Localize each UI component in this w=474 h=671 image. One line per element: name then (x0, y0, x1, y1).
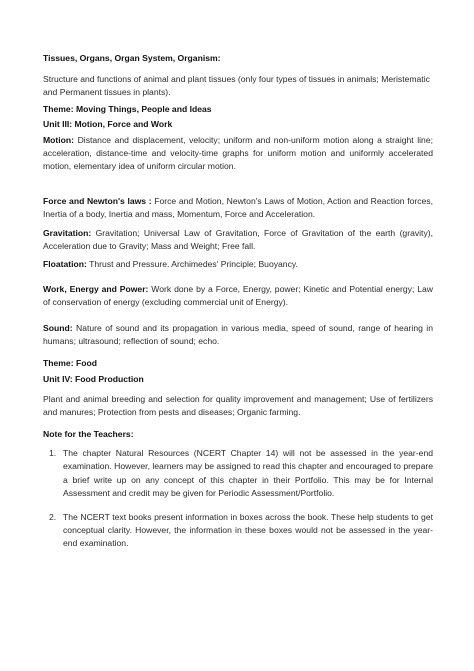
section-heading-tissues: Tissues, Organs, Organ System, Organism: (43, 53, 221, 63)
unit-heading-motion-force-work: Unit III: Motion, Force and Work (43, 119, 173, 129)
label-sound: Sound: (43, 323, 73, 333)
paragraph-sound (43, 322, 433, 348)
tissues-description: Structure and functions of animal and plant tissues (only four types of tissues in animals; Meristematic and Permanent tissues in plants). (43, 74, 430, 98)
paragraph-work-energy-power (43, 283, 433, 309)
label-force-newtons-laws: Force and Newton's laws : (43, 196, 152, 206)
text-force-newtons-laws: Force and Motion, Newton's Laws of Motion, Action and Reaction forces, Inertia of a body, Inertia and mass, Momentum, Force and Acceleration. (43, 196, 433, 220)
text-work-energy-power: Work done by a Force, Energy, power; Kinetic and Potential energy; Law of conservation of energy (excluding commercial unit of Energy). (43, 284, 433, 308)
food-production-description: Plant and animal breeding and selection for quality improvement and management; Use of fertilizers and manures; Protection from pests and diseases; Organic farming. (43, 394, 433, 418)
paragraph-motion (43, 134, 433, 174)
label-work-energy-power: Work, Energy and Power: (43, 284, 149, 294)
note-item (43, 447, 433, 501)
note-text: The chapter Natural Resources (NCERT Chapter 14) will not be assessed in the year-end examination. However, learners may be assigned to read this chapter and encouraged to prepare a brief write up on any concept of this chapter in their Portfolio. This may be for Internal Assessment and credit may be given for Periodic Assessment/Portfolio. (63, 448, 433, 499)
note-number: 1. (49, 448, 57, 458)
unit-heading-food-production: Unit IV: Food Production (43, 374, 144, 384)
paragraph-floatation (43, 258, 433, 271)
text-floatation: Thrust and Pressure. Archimedes' Principle; Buoyancy. (86, 259, 298, 269)
paragraph-gravitation (43, 227, 433, 253)
label-motion: Motion: (43, 135, 75, 145)
theme-heading-food: Theme: Food (43, 358, 97, 368)
note-text: The NCERT text books present information in boxes across the book. These help students to get conceptual clarity. However, the information in these boxes would not be assessed in the year-end examination. (63, 511, 433, 549)
label-floatation: Floatation: (43, 259, 87, 269)
label-gravitation: Gravitation: (43, 228, 92, 238)
note-number: 2. (49, 511, 57, 522)
text-motion: Distance and displacement, velocity; uniform and non-uniform motion along a straight line; acceleration, distance-time and velocity-time graphs for uniform motion and uniformly accelerated motion, elementary idea of uniform circular motion. (43, 135, 433, 172)
notes-heading: Note for the Teachers: (43, 429, 134, 439)
text-gravitation: Gravitation; Universal Law of Gravitation, Force of Gravitation of the earth (gravity), Acceleration due to Gravity; Mass and Weight; Free fall. (43, 228, 433, 252)
theme-heading-moving-things: Theme: Moving Things, People and Ideas (43, 104, 212, 114)
paragraph-force-newtons-laws (43, 195, 433, 221)
notes-list (43, 447, 433, 561)
text-sound: Nature of sound and its propagation in various media, speed of sound, range of hearing in humans; ultrasound; reflection of sound; echo. (43, 323, 433, 347)
note-item (43, 511, 433, 551)
